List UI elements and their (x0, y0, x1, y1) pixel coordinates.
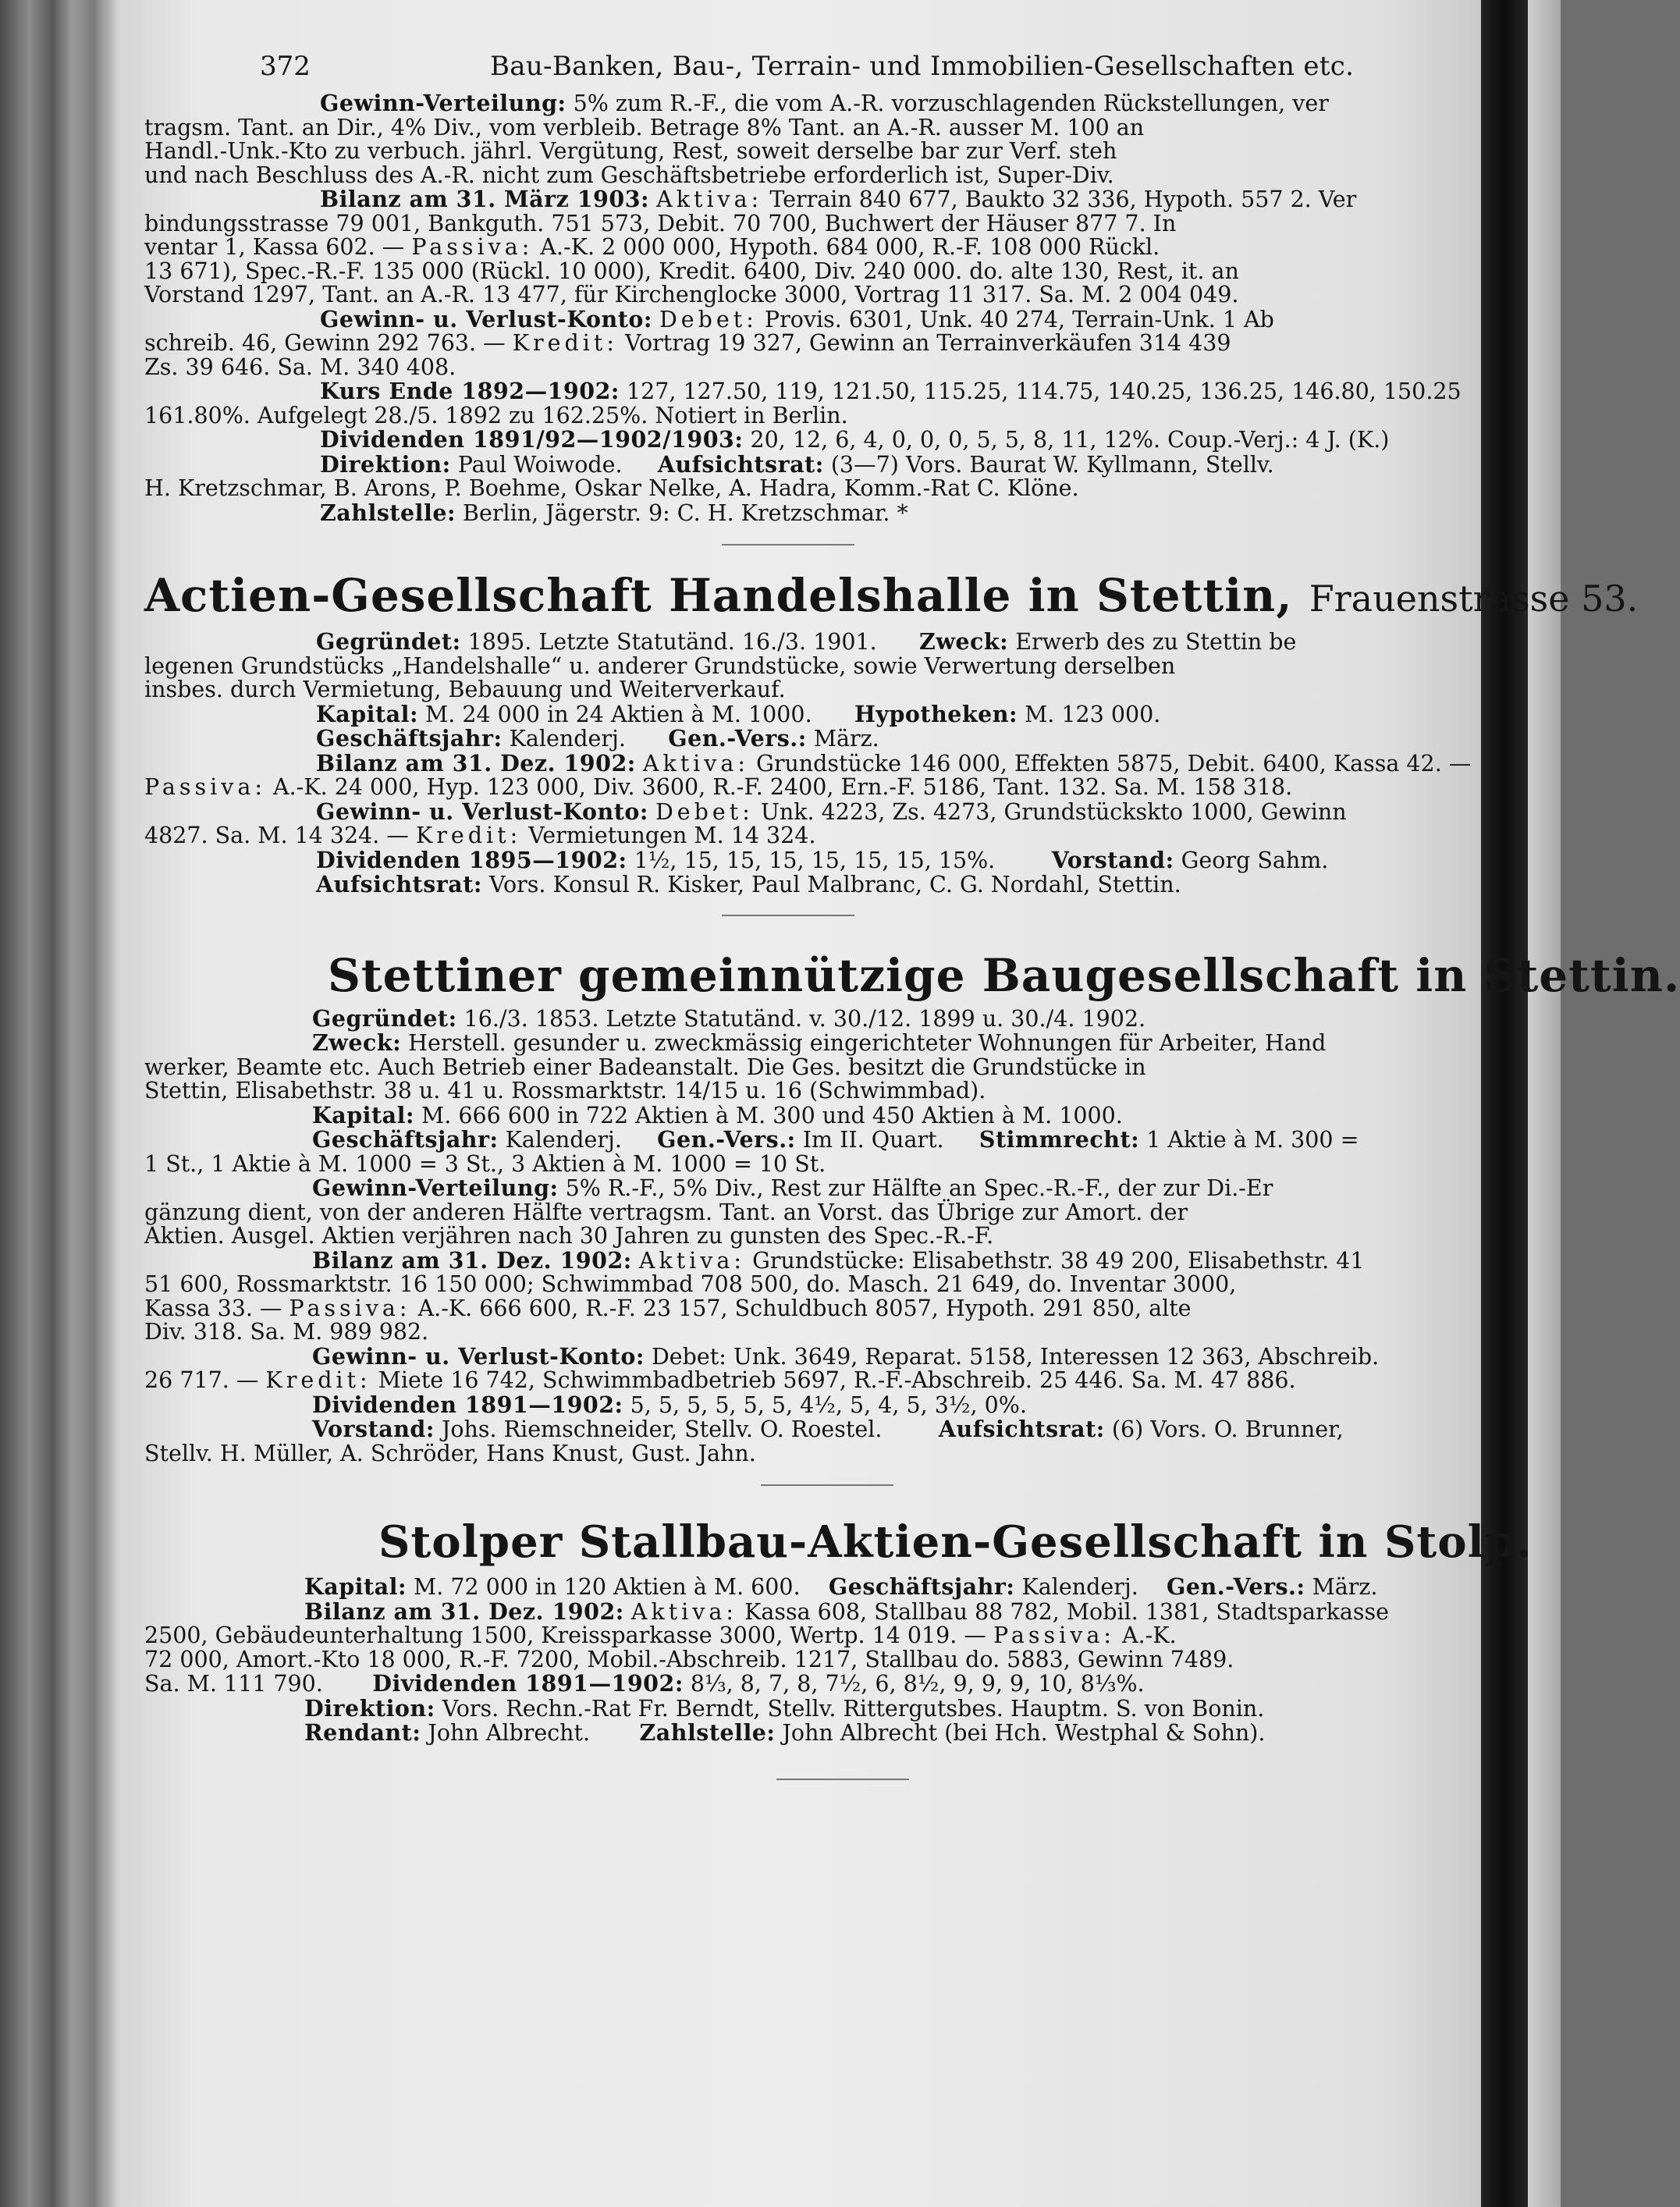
kapital-line: Kapital: M. 72 000 in 120 Aktien à M. 600. Geschäftsjahr: Kalenderj. Gen.-Vers.: März. (304, 1573, 1378, 1600)
entry-title: Stolper Stallbau-Aktien-Gesellschaft in Stolp. (378, 1516, 1533, 1568)
geschaeftsjahr-label: Geschäftsjahr: (312, 1126, 499, 1153)
kurs-label: Kurs Ende 1892—1902: (320, 378, 620, 404)
text-line: Stellv. H. Müller, A. Schröder, Hans Knust, Gust. Jahn. (144, 1440, 756, 1466)
section-divider (722, 915, 854, 916)
rendant-line: Rendant: John Albrecht. Zahlstelle: John Albrecht (bei Hch. Westphal & Sohn). (304, 1719, 1266, 1746)
kapital-label: Kapital: (316, 700, 418, 727)
text-line: Sa. M. 111 790. Dividenden 1891—1902: 8⅓, 8, 7, 8, 7½, 6, 8½, 9, 9, 9, 10, 8⅓%. (144, 1670, 1145, 1697)
vorstand-line: Vorstand: Johs. Riemschneider, Stellv. O. Roestel. Aufsichtsrat: (6) Vors. O. Brunner, (312, 1416, 1344, 1442)
entry-continued (144, 91, 1502, 525)
page-number: 372 (260, 51, 311, 82)
text-line: 51 600, Rossmarktstr. 16 150 000; Schwimmbad 708 500, do. Masch. 21 649, do. Inventar 3000, (144, 1271, 1237, 1297)
text-line: Passiva: A.-K. 24 000, Hyp. 123 000, Div. 3600, R.-F. 2400, Ern.-F. 5186, Tant. 132. Sa. M. 158 318. (144, 774, 1293, 800)
dividenden-line: Dividenden 1891—1902: 5, 5, 5, 5, 5, 5, 4½, 5, 4, 5, 3½, 0%. (312, 1391, 1027, 1418)
zahlstelle-label: Zahlstelle: (320, 499, 456, 526)
section-divider (761, 1484, 893, 1486)
text-line: 72 000, Amort.-Kto 18 000, R.-F. 7200, Mobil.-Abschreib. 1217, Stallbau do. 5883, Gewinn 7489. (144, 1646, 1234, 1672)
bilanz-line: Bilanz am 31. Dez. 1902: Aktiva: Grundstücke 146 000, Effekten 5875, Debit. 6400, Kassa 42. — (316, 749, 1472, 777)
geschaeftsjahr-line: Geschäftsjahr: Kalenderj. Gen.-Vers.: März. (316, 725, 879, 752)
kapital-line: Kapital: M. 666 600 in 722 Aktien à M. 300 und 450 Aktien à M. 1000. (312, 1101, 1123, 1128)
stimmrecht-label: Stimmrecht: (979, 1126, 1140, 1153)
zweck-label: Zweck: (919, 628, 1009, 655)
text-line: ventar 1, Kassa 602. — Passiva: A.-K. 2 000 000, Hypoth. 684 000, R.-F. 108 000 Rückl. (144, 234, 1160, 260)
text-line: schreib. 46, Gewinn 292 763. — Kredit: Vortrag 19 327, Gewinn an Terrainverkäufen 314 439 (144, 330, 1231, 356)
gegruendet-line: Gegründet: 16./3. 1853. Letzte Statutänd. v. 30./12. 1899 u. 30./4. 1902. (312, 1004, 1146, 1032)
genvers-label: Gen.-Vers.: (1167, 1573, 1305, 1600)
kapital-line: Kapital: M. 24 000 in 24 Aktien à M. 1000. Hypotheken: M. 123 000. (316, 700, 1161, 727)
zahlstelle-label: Zahlstelle: (639, 1719, 776, 1746)
section-divider (776, 1779, 909, 1780)
bilanz-line: Bilanz am 31. Dez. 1902: Aktiva: Grundstücke: Elisabethstr. 38 49 200, Elisabethstr. 41 (312, 1246, 1365, 1274)
text-line: Kassa 33. — Passiva: A.-K. 666 600, R.-F. 23 157, Schuldbuch 8057, Hypoth. 291 850, alte (144, 1295, 1192, 1321)
bilanz-label: Bilanz am 31. Dez. 1902: (316, 749, 636, 777)
entry-stettiner-baugesellschaft (144, 946, 1680, 1466)
geschaeftsjahr-line: Geschäftsjahr: Kalenderj. Gen.-Vers.: Im II. Quart. Stimmrecht: 1 Aktie à M. 300 = (312, 1126, 1359, 1153)
aufsichtsrat-line: Aufsichtsrat: Vors. Konsul R. Kisker, Paul Malbranc, C. G. Nordahl, Stettin. (316, 871, 1181, 897)
section-divider (722, 544, 854, 546)
dividenden-label: Dividenden 1895—1902: (316, 846, 627, 873)
guv-label: Gewinn- u. Verlust-Konto: (320, 305, 652, 332)
book-binding (0, 0, 117, 2207)
geschaeftsjahr-label: Geschäftsjahr: (316, 725, 503, 752)
page-content (144, 43, 1680, 1780)
entry-stolper-stallbau (144, 1512, 1533, 1746)
dividenden-label: Dividenden 1891—1902: (312, 1391, 623, 1418)
entry-handelshalle (144, 566, 1639, 897)
running-head-title: Bau-Banken, Bau-, Terrain- und Immobilien-Gesellschaften etc. (490, 51, 1355, 82)
text-line: Zs. 39 646. Sa. M. 340 408. (144, 354, 456, 380)
zweck-line: Zweck: Herstell. gesunder u. zweckmässig eingerichteter Wohnungen für Arbeiter, Hand (312, 1029, 1327, 1056)
bilanz-label: Bilanz am 31. Dez. 1902: (312, 1246, 632, 1274)
guv-label: Gewinn- u. Verlust-Konto: (316, 798, 648, 825)
kapital-label: Kapital: (312, 1101, 414, 1128)
text-line: Handl.-Unk.-Kto zu verbuch. jährl. Vergütung, Rest, soweit derselbe bar zur Verf. steh (144, 138, 1117, 164)
zweck-label: Zweck: (312, 1029, 402, 1056)
text-line: und nach Beschluss des A.-R. nicht zum Geschäftsbetriebe erforderlich ist, Super-Div. (144, 162, 1114, 188)
bilanz-line: Bilanz am 31. März 1903: Aktiva: Terrain 840 677, Baukto 32 336, Hypoth. 557 2. Ver (320, 186, 1357, 212)
direktion-label: Direktion: (320, 450, 451, 478)
kapital-label: Kapital: (304, 1573, 407, 1600)
rendant-label: Rendant: (304, 1719, 421, 1746)
guv-line: Gewinn- u. Verlust-Konto: Debet: Unk. 3649, Reparat. 5158, Interessen 12 363, Abschreib. (312, 1342, 1380, 1370)
gegruendet-label: Gegründet: (316, 628, 461, 655)
direktion-label: Direktion: (304, 1694, 435, 1722)
text-line: 13 671), Spec.-R.-F. 135 000 (Rückl. 10 000), Kredit. 6400, Div. 240 000. do. alte 130, Rest, it. an (144, 258, 1239, 284)
guv-line: Gewinn- u. Verlust-Konto: Debet: Provis. 6301, Unk. 40 274, Terrain-Unk. 1 Ab (320, 305, 1274, 332)
text-line: insbes. durch Vermietung, Bebauung und Weiterverkauf. (144, 677, 786, 702)
aufsichtsrat-label: Aufsichtsrat: (316, 871, 482, 897)
text-line: Aktien. Ausgel. Aktien verjähren nach 30 Jahren zu gunsten des Spec.-R.-F. (144, 1223, 994, 1249)
gewinn-verteilung-line: Gewinn-Verteilung: 5% R.-F., 5% Div., Rest zur Hälfte an Spec.-R.-F., der zur Di.-Er (312, 1175, 1273, 1201)
gegruendet-line: Gegründet: 1895. Letzte Statutänd. 16./3. 1901. Zweck: Erwerb des zu Stettin be (316, 628, 1297, 655)
dividenden-label: Dividenden 1891/92—1902/1903: (320, 426, 744, 453)
gewinn-verteilung-line: Gewinn-Verteilung: 5% zum R.-F., die vom A.-R. vorzuschlagenden Rückstellungen, ver (320, 90, 1329, 116)
guv-label: Gewinn- u. Verlust-Konto: (312, 1342, 645, 1370)
vorstand-label: Vorstand: (312, 1416, 435, 1442)
text-line: tragsm. Tant. an Dir., 4% Div., vom verbleib. Betrage 8% Tant. an A.-R. ausser M. 100 an (144, 114, 1145, 140)
geschaeftsjahr-label: Geschäftsjahr: (828, 1573, 1015, 1600)
hypotheken-label: Hypotheken: (854, 700, 1018, 727)
genvers-label: Gen.-Vers.: (657, 1126, 796, 1153)
bilanz-label: Bilanz am 31. Dez. 1902: (304, 1597, 624, 1625)
direktion-line: Direktion: Vors. Rechn.-Rat Fr. Berndt, Stellv. Rittergutsbes. Hauptm. S. von Bonin. (304, 1694, 1265, 1722)
guv-line: Gewinn- u. Verlust-Konto: Debet: Unk. 4223, Zs. 4273, Grundstückskto 1000, Gewinn (316, 798, 1347, 825)
dividenden-label: Dividenden 1891—1902: (372, 1670, 684, 1697)
next-page-edge (1528, 0, 1561, 2207)
bilanz-label: Bilanz am 31. März 1903: (320, 186, 650, 212)
running-head (144, 43, 1502, 90)
genvers-label: Gen.-Vers.: (668, 725, 807, 752)
direktion-line: Direktion: Paul Woiwode. Aufsichtsrat: (3—7) Vors. Baurat W. Kyllmann, Stellv. (320, 450, 1274, 478)
text-line: 161.80%. Aufgelegt 28./5. 1892 zu 162.25%. Notiert in Berlin. (144, 402, 848, 428)
aufsichtsrat-label: Aufsichtsrat: (657, 450, 824, 478)
aufsichtsrat-label: Aufsichtsrat: (938, 1416, 1105, 1442)
bilanz-line: Bilanz am 31. Dez. 1902: Aktiva: Kassa 608, Stallbau 88 782, Mobil. 1381, Stadtsparkasse (304, 1597, 1389, 1625)
zahlstelle-line: Zahlstelle: Berlin, Jägerstr. 9: C. H. Kretzschmar. * (320, 499, 908, 526)
text-line: werker, Beamte etc. Auch Betrieb einer Badeanstalt. Die Ges. besitzt die Grundstücke in (144, 1054, 1146, 1080)
text-line: Div. 318. Sa. M. 989 982. (144, 1319, 429, 1345)
dividenden-line: Dividenden 1895—1902: 1½, 15, 15, 15, 15, 15, 15, 15%. Vorstand: Georg Sahm. (316, 846, 1329, 873)
text-line: legenen Grundstücks „Handelshalle“ u. anderer Grundstücke, sowie Verwertung derselben (144, 652, 1176, 679)
vorstand-label: Vorstand: (1051, 846, 1174, 873)
dividenden-line: Dividenden 1891/92—1902/1903: 20, 12, 6, 4, 0, 0, 0, 5, 5, 8, 11, 12%. Coup.-Verj.: 4 J. (K.) (320, 426, 1390, 453)
text-line: 1 St., 1 Aktie à M. 1000 = 3 St., 3 Aktien à M. 1000 = 10 St. (144, 1150, 826, 1177)
text-line: 4827. Sa. M. 14 324. — Kredit: Vermietungen M. 14 324. (144, 823, 816, 848)
kurs-line: Kurs Ende 1892—1902: 127, 127.50, 119, 121.50, 115.25, 114.75, 140.25, 136.25, 146.80, 150.25 (320, 378, 1462, 404)
text-line: 26 717. — Kredit: Miete 16 742, Schwimmbadbetrieb 5697, R.-F.-Abschreib. 25 446. Sa. M. 47 886. (144, 1367, 1296, 1393)
text-line: 2500, Gebäudeunterhaltung 1500, Kreissparkasse 3000, Wertp. 14 019. — Passiva: A.-K. (144, 1622, 1177, 1648)
text-line: bindungsstrasse 79 001, Bankguth. 751 573, Debit. 70 700, Buchwert der Häuser 877 7. In (144, 210, 1177, 236)
gegruendet-label: Gegründet: (312, 1004, 457, 1032)
text-line: Stettin, Elisabethstr. 38 u. 41 u. Rossmarktstr. 14/15 u. 16 (Schwimmbad). (144, 1078, 986, 1104)
gewinn-verteilung-label: Gewinn-Verteilung: (312, 1175, 559, 1201)
entry-title: Stettiner gemeinnützige Baugesellschaft in Stettin. (328, 948, 1680, 1002)
text-line: gänzung dient, von der anderen Hälfte vertragsm. Tant. an Vorst. das Übrige zur Amort. der (144, 1199, 1188, 1225)
text-line: Vorstand 1297, Tant. an A.-R. 13 477, für Kirchenglocke 3000, Vortrag 11 317. Sa. M. 2 004 049. (144, 282, 1239, 307)
gewinn-verteilung-label: Gewinn-Verteilung: (320, 90, 567, 116)
text-line: H. Kretzschmar, B. Arons, P. Boehme, Oskar Nelke, A. Hadra, Komm.-Rat C. Klöne. (144, 475, 1079, 501)
entry-title: Actien-Gesellschaft Handelshalle in Stettin, Frauenstrasse 53. (144, 569, 1639, 622)
